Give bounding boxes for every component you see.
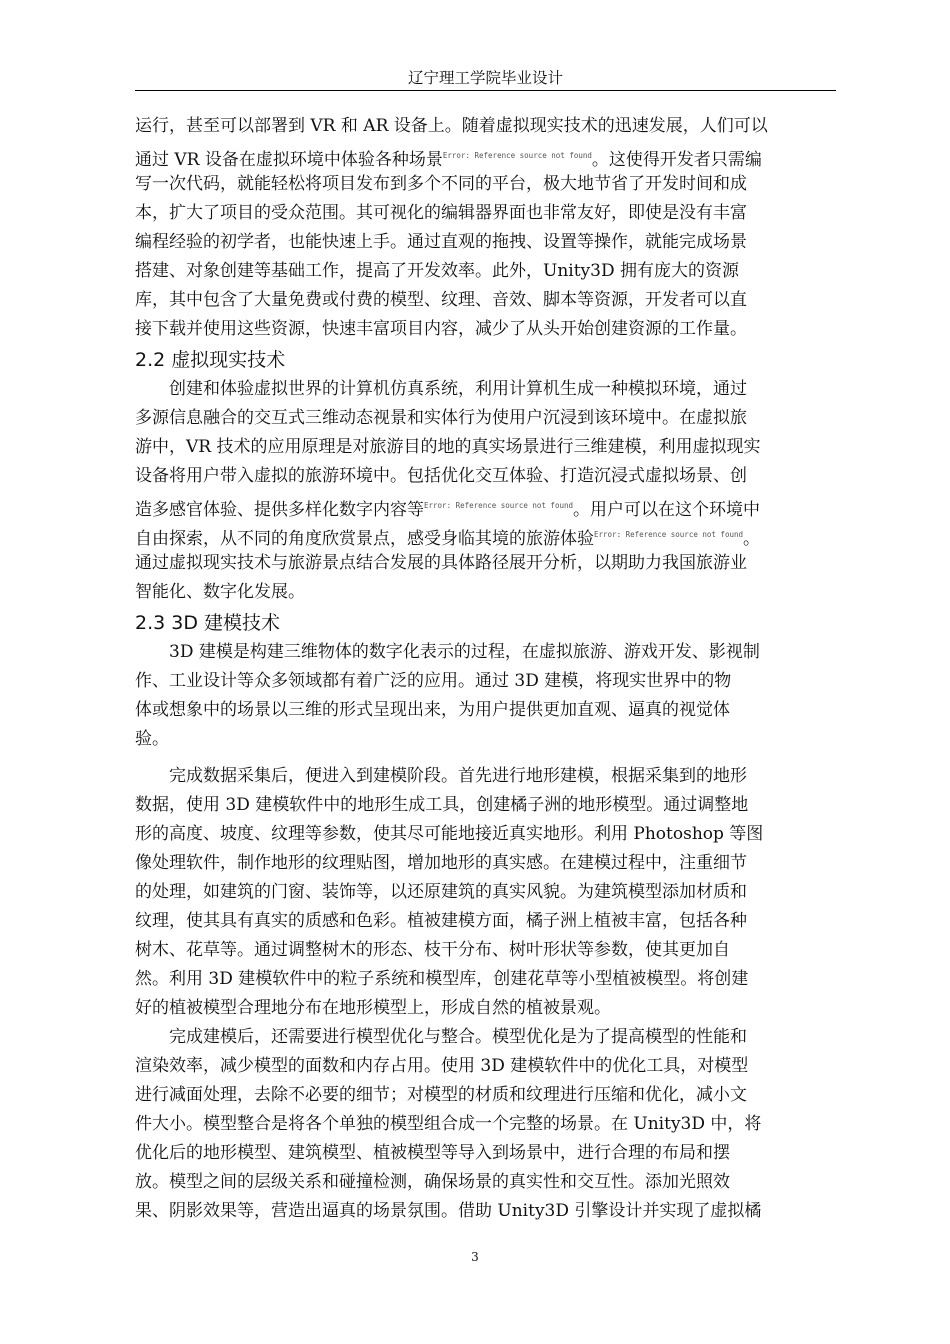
text-line: 本，扩大了项目的受众范围。其可视化的编辑器界面也非常友好，即使是没有丰富 — [135, 203, 747, 223]
text-line: 库，其中包含了大量免费或付费的模型、纹理、音效、脚本等资源，开发者可以直 — [135, 290, 747, 310]
paragraph — [135, 762, 836, 1023]
text-line: 像处理软件，制作地形的纹理贴图，增加地形的真实感。在建模过程中，注重细节 — [135, 853, 747, 873]
text-line: 好的植被模型合理地分布在地形模型上，形成自然的植被景观。 — [135, 998, 611, 1018]
text-line: 数据，使用 3D 建模软件中的地形生成工具，创建橘子洲的地形模型。通过调整地 — [135, 795, 749, 815]
text-line: 通过 VR 设备在虚拟环境中体验各种场景$^{Error: Reference source not found}$。这使得开发者只需编 — [135, 150, 762, 170]
page-number: 3 — [471, 1250, 479, 1264]
page-header: 辽宁理工学院毕业设计 — [407, 69, 563, 87]
text-line: 多源信息融合的交互式三维动态视景和实体行为使用户沉浸到该环境中。在虚拟旅 — [135, 408, 747, 428]
paragraph-gap — [135, 754, 836, 762]
text-line: 造多感官体验、提供多样化数字内容等$^{Error: Reference source not found}$。用户可以在这个环境中 — [135, 500, 761, 520]
text-line: 写一次代码，就能轻松将项目发布到多个不同的平台，极大地节省了开发时间和成 — [135, 174, 747, 194]
text-line: 树木、花草等。通过调整树木的形态、枝干分布、树叶形状等参数，使其更加自 — [135, 940, 730, 960]
text-line: 游中，VR 技术的应用原理是对旅游目的地的真实场景进行三维建模，利用虚拟现实 — [135, 437, 761, 457]
reference-error-marker: Error: Reference source not found — [424, 501, 574, 510]
text-line: 件大小。模型整合是将各个单独的模型组合成一个完整的场景。在 Unity3D 中，将 — [135, 1114, 762, 1134]
text-line: 完成建模后，还需要进行模型优化与整合。模型优化是为了提高模型的性能和 — [169, 1027, 747, 1047]
text-line: 接下载并使用这些资源，快速丰富项目内容，减少了从头开始创建资源的工作量。 — [135, 319, 747, 339]
text-line: 放。模型之间的层级关系和碰撞检测，确保场景的真实性和交互性。添加光照效 — [135, 1172, 730, 1192]
text-line: 3D 建模是构建三维物体的数字化表示的过程，在虚拟旅游、游戏开发、影视制 — [169, 642, 760, 662]
document-body — [135, 112, 836, 1226]
text-line: 完成数据采集后，便进入到建模阶段。首先进行地形建模，根据采集到的地形 — [169, 766, 747, 786]
paragraph — [135, 375, 836, 607]
text-line: 优化后的地形模型、建筑模型、植被模型等导入到场景中，进行合理的布局和摆 — [135, 1143, 730, 1163]
text-line: 设备将用户带入虚拟的旅游环境中。包括优化交互体验、打造沉浸式虚拟场景、创 — [135, 466, 747, 486]
text-line: 运行，甚至可以部署到 VR 和 AR 设备上。随着虚拟现实技术的迅速发展，人们可以 — [135, 116, 768, 136]
header-divider — [135, 90, 836, 91]
text-line: 渲染效率，减少模型的面数和内存占用。使用 3D 建模软件中的优化工具，对模型 — [135, 1056, 749, 1076]
text-line: 通过虚拟现实技术与旅游景点结合发展的具体路径展开分析，以期助力我国旅游业 — [135, 553, 747, 573]
paragraph — [135, 112, 836, 344]
text-line: 果、阴影效果等，营造出逼真的场景氛围。借助 Unity3D 引擎设计并实现了虚拟橘 — [135, 1201, 762, 1221]
text-line: 编程经验的初学者，也能快速上手。通过直观的拖拽、设置等操作，就能完成场景 — [135, 232, 747, 252]
paragraph — [135, 1023, 836, 1226]
section-heading: 2.2 虚拟现实技术 — [135, 349, 286, 371]
text-line: 纹理，使其具有真实的质感和色彩。植被建模方面，橘子洲上植被丰富，包括各种 — [135, 911, 747, 931]
text-line: 进行减面处理，去除不必要的细节；对模型的材质和纹理进行压缩和优化，减小文 — [135, 1085, 747, 1105]
reference-error-marker: Error: Reference source not found — [442, 151, 592, 160]
text-line: 的处理，如建筑的门窗、装饰等，以还原建筑的真实风貌。为建筑模型添加材质和 — [135, 882, 747, 902]
text-line: 智能化、数字化发展。 — [135, 582, 305, 602]
text-line: 搭建、对象创建等基础工作，提高了开发效率。此外，Unity3D 拥有庞大的资源 — [135, 261, 739, 281]
section-heading: 2.3 3D 建模技术 — [135, 612, 281, 634]
text-line: 形的高度、坡度、纹理等参数，使其尽可能地接近真实地形。利用 Photoshop 等图 — [135, 824, 764, 844]
text-line: 自由探索，从不同的角度欣赏景点，感受身临其境的旅游体验$^{Error: Reference source not found}$。 — [135, 529, 761, 549]
text-line: 然。利用 3D 建模软件中的粒子系统和模型库，创建花草等小型植被模型。将创建 — [135, 969, 749, 989]
text-line: 作、工业设计等众多领域都有着广泛的应用。通过 3D 建模，将现实世界中的物 — [135, 671, 732, 691]
text-line: 体或想象中的场景以三维的形式呈现出来，为用户提供更加直观、逼真的视觉体 — [135, 700, 730, 720]
reference-error-marker: Error: Reference source not found — [594, 530, 744, 539]
paragraph — [135, 638, 836, 754]
text-line: 验。 — [135, 729, 169, 749]
text-line: 创建和体验虚拟世界的计算机仿真系统，利用计算机生成一种模拟环境，通过 — [169, 379, 747, 399]
